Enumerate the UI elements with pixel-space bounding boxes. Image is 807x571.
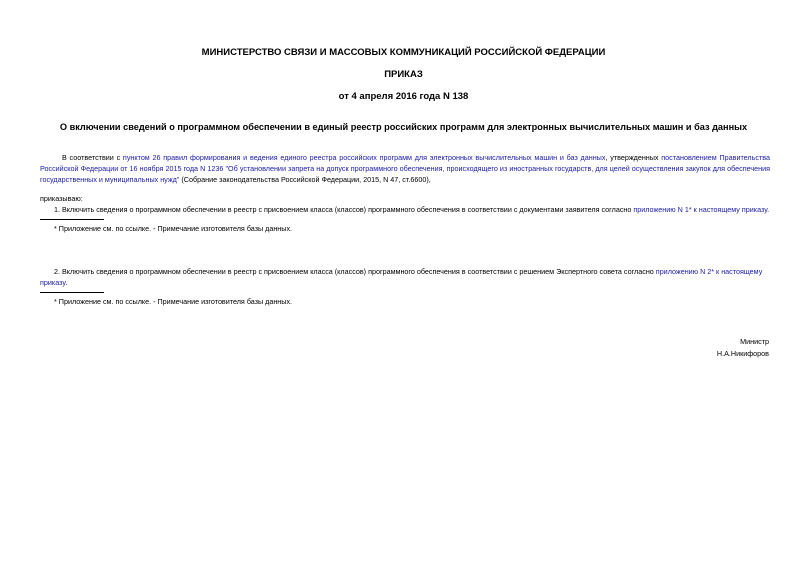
item-1-text: 1. Включить сведения о программном обеспечении в реестр с присвоением класса (классов) программного обеспечения в соответствии с документами заявителя согласно	[54, 205, 634, 214]
government-decree-link[interactable]: постановлением Правительства Российской Федерации от 16 ноября 2015 года N 1236 "Об установлении запрета на допуск программного обеспечения, происходящего из иностранных государств, для целей осуществления закупок для обеспечения государственных и муниципальных нужд"	[40, 153, 770, 184]
document-type: ПРИКАЗ	[384, 69, 423, 80]
ministry-heading: МИНИСТЕРСТВО СВЯЗИ И МАССОВЫХ КОММУНИКАЦИЙ РОССИЙСКОЙ ФЕДЕРАЦИИ	[201, 47, 606, 58]
item-1-end: .	[767, 205, 770, 214]
document-title: О включении сведений о программном обеспечении в единый реестр российских программ для электронных вычислительных машин и баз данных	[59, 122, 748, 132]
footnote-divider	[40, 292, 104, 293]
footnote-1: * Приложение см. по ссылке. - Примечание изготовителя базы данных.	[54, 224, 293, 233]
preamble-text-between: , утвержденных	[605, 153, 662, 162]
appendix-1-link[interactable]: приложению N 1* к настоящему приказу	[633, 205, 768, 214]
order-word: приказываю:	[40, 194, 83, 203]
footnote-2: * Приложение см. по ссылке. - Примечание изготовителя базы данных.	[54, 297, 293, 306]
preamble-text-start: В соответствии с	[62, 153, 123, 162]
preamble-paragraph	[40, 152, 770, 185]
order-item-2	[40, 266, 770, 288]
signatory-position: Министр	[740, 337, 769, 346]
item-2-end: .	[65, 278, 68, 287]
item-2-text: 2. Включить сведения о программном обеспечении в реестр с присвоением класса (классов) программного обеспечения в соответствии с решением Экспертного совета согласно	[54, 267, 656, 276]
order-item-1	[54, 204, 770, 215]
signatory-name: Н.А.Никифоров	[716, 349, 769, 358]
document-date-number: от 4 апреля 2016 года N 138	[338, 91, 469, 102]
rules-link[interactable]: пунктом 26 правил формирования и ведения единого реестра российских программ для электронных вычислительных машин и баз данных	[122, 153, 606, 162]
preamble-text-end: (Собрание законодательства Российской Федерации, 2015, N 47, ст.6600),	[179, 175, 431, 184]
footnote-divider	[40, 219, 104, 220]
appendix-2-link[interactable]: приложению N 2* к настоящему приказу	[40, 267, 763, 287]
